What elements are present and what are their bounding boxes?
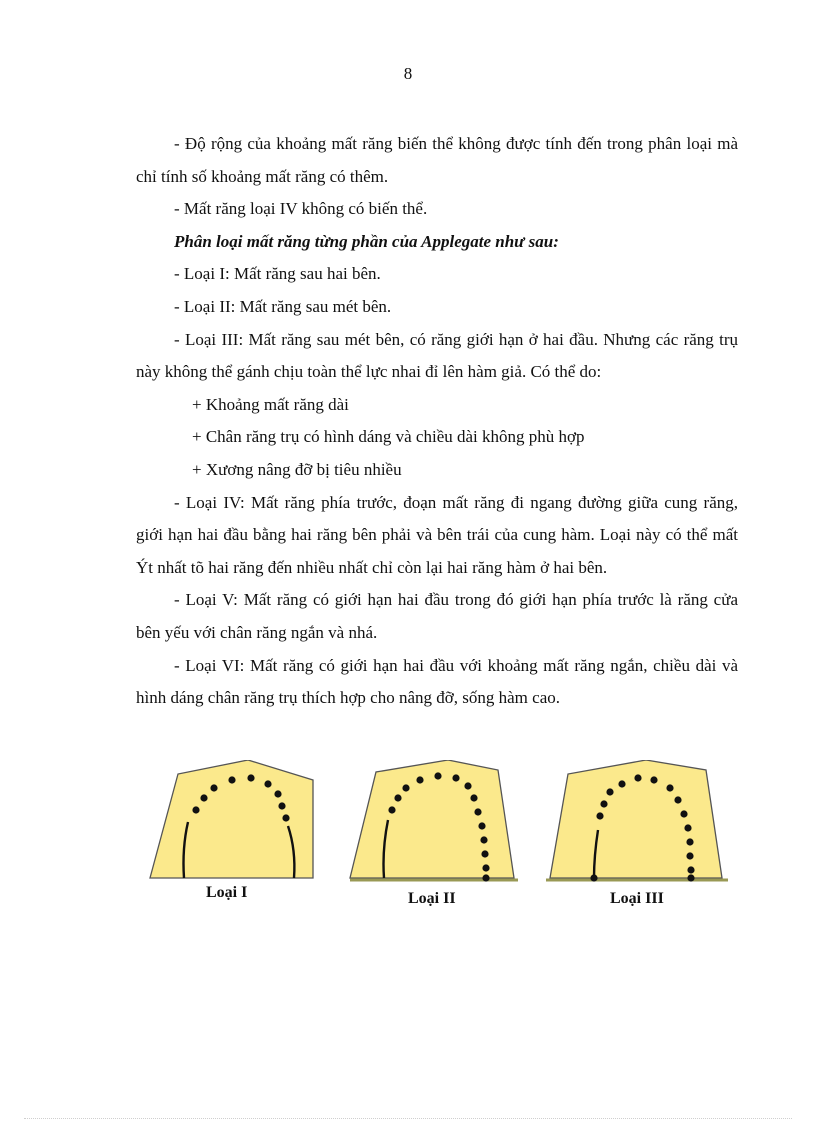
list-item: + Xương nâng đỡ bị tiêu nhiều bbox=[192, 459, 402, 479]
caption-class-3: Loại III bbox=[610, 890, 664, 907]
page-number: 8 bbox=[403, 64, 413, 83]
list-item: + Khoảng mất răng dài bbox=[192, 394, 349, 414]
section-heading: Phân loại mất răng từng phần của Applegate như sau: bbox=[174, 231, 559, 251]
caption-class-1: Loại I bbox=[206, 884, 248, 901]
paragraph: - Loại VI: Mất răng có giới hạn hai đầu với khoảng mất răng ngắn, chiều dài và hình dáng chân răng trụ thích hợp cho nâng đỡ, sống hàm cao. bbox=[136, 655, 738, 708]
caption-class-2: Loại II bbox=[408, 890, 456, 907]
list-item: + Chân răng trụ có hình dáng và chiều dài không phù hợp bbox=[192, 427, 585, 447]
paragraph: - Loại II: Mất răng sau mét bên. bbox=[174, 296, 392, 316]
paragraph: - Loại I: Mất răng sau hai bên. bbox=[174, 264, 381, 284]
arch-diagram-class-3 bbox=[546, 760, 730, 886]
arch-shape bbox=[350, 760, 514, 878]
body-text bbox=[136, 128, 738, 715]
paragraph: - Độ rộng của khoảng mất răng biến thể không được tính đến trong phân loại mà chỉ tính số khoảng mất răng có thêm. bbox=[136, 134, 738, 186]
paragraph: - Loại IV: Mất răng phía trước, đoạn mất răng đi ngang đường giữa cung răng, giới hạn hai đầu bằng hai răng bên phải và bên trái của cung hàm. Loại này có thể mất Ýt nhất tõ hai răng đến nhiều nhất chỉ còn lại hai răng hàm ở hai bên. bbox=[136, 492, 738, 577]
paragraph: - Mất răng loại IV không có biến thể. bbox=[174, 199, 428, 219]
paragraph: - Loại V: Mất răng có giới hạn hai đầu trong đó giới hạn phía trước là răng cửa bên yếu với chân răng ngắn và nhá. bbox=[136, 590, 738, 642]
dental-arch-figure bbox=[140, 760, 740, 920]
arch-diagram-class-2 bbox=[348, 760, 520, 886]
arch-diagram-class-1 bbox=[148, 760, 318, 880]
paragraph: - Loại III: Mất răng sau mét bên, có răng giới hạn ở hai đầu. Nhưng các răng trụ này không thể gánh chịu toàn thể lực nhai đỉ lên hàm giả. Có thể do: bbox=[136, 329, 738, 382]
page-bottom-border bbox=[24, 1118, 792, 1119]
